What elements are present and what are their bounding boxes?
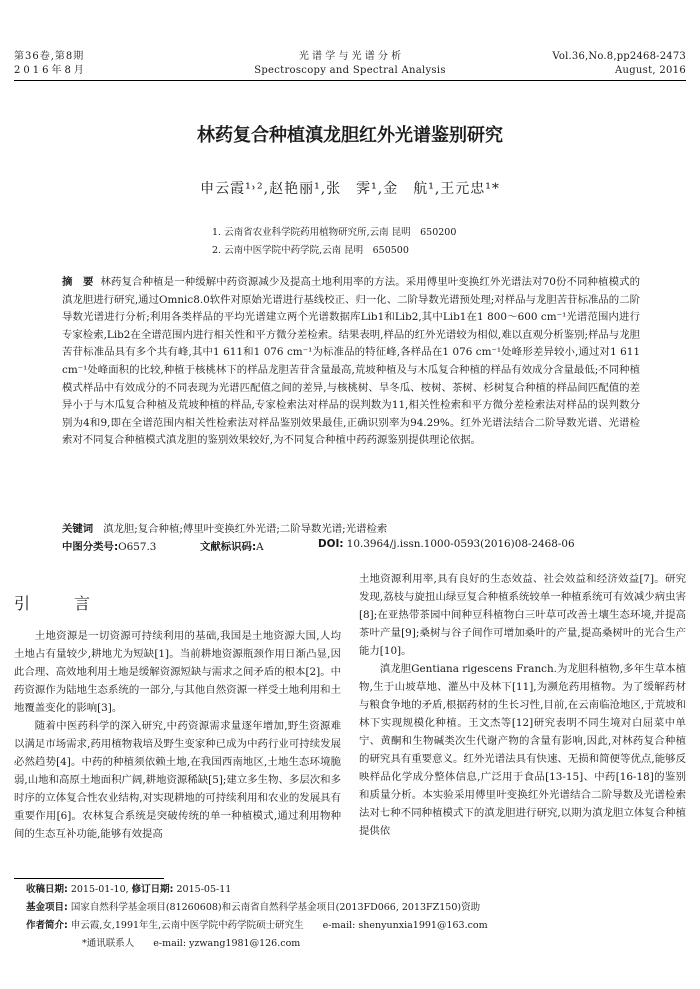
journal-name-en: Spectroscopy and Spectral Analysis xyxy=(254,65,446,76)
doc-code-line xyxy=(200,538,264,553)
article-title: 林药复合种植滇龙胆红外光谱鉴别研究 xyxy=(197,125,503,146)
author-bio-text: 申云霞,女,1991年生,云南中医学院中药学院硕士研究生 e-mail: shenyunxia1991@163.com xyxy=(70,920,488,931)
clc-value: O657.3 xyxy=(118,541,157,553)
corresponding-line: *通讯联系人 e-mail: yzwang1981@126.com xyxy=(82,938,301,949)
abstract-label: 摘 要 xyxy=(62,276,94,288)
volume-issue-cn: 第36卷,第8期 xyxy=(14,51,85,62)
doi-label: DOI: xyxy=(318,538,344,550)
paragraph: 土地资源是一切资源可持续利用的基础,我国是土地资源大国,人均土地占有量较少,耕地尤为短缺[1]。当前耕地资源瓶颈作用日渐凸显,因此合理、高效地利用土地是缓解资源短缺与需求之间矛盾的根本[2]。中药资源作为陆地生态系统的一部分,与其他自然资源一样受土地利用和土地覆盖变化的影响[3]。 xyxy=(14,630,341,714)
header-rule xyxy=(14,80,686,81)
section-heading-intro: 引 言 xyxy=(14,594,105,613)
date-cn: 2016年8月 xyxy=(14,65,87,76)
revised-date: 2015-05-11 xyxy=(176,884,232,895)
paragraph: 滇龙胆Gentiana rigescens Franch.为龙胆科植物,多年生草本植物,生于山坡草地、灌丛中及林下[11],为濒危药用植物。为了缓解药材与粮食争地的矛盾,根据药材的生长习性,目前,在云南临沧地区,于荒坡和林下实现规模化种植。王文杰等[12]研究表明不同生境对白屈菜中单宁、黄酮和生物碱类次生代谢产物的含量有影响,因此,对林药复合种植的研究具有重要意义。红外光谱法具有快速、无损和简便等优点,能够反映样品化学成分整体信息,广泛用于食品[13-15]、中药[16-18]的鉴别和质量分析。本实验采用傅里叶变换红外光谱结合二阶导数及光谱检索法对七种不同种植模式下的滇龙胆进行研究,以期为滇龙胆立体复合种植提供依 xyxy=(359,663,686,837)
fund-line xyxy=(26,900,480,916)
clc-label: 中图分类号: xyxy=(62,541,119,553)
keywords-label: 关键词 xyxy=(62,523,94,535)
paragraph: 土地资源利用率,具有良好的生态效益、社会效益和经济效益[7]。研究发现,荔枝与旋扭山绿豆复合种植系统较单一种植系统可有效减少病虫害[8];在亚热带茶园中间种豆科植物白三叶草可改善土壤生态环境,并提高茶叶产量[9];桑树与谷子间作可增加桑叶的产量,提高桑树叶的光合生产能力[10]。 xyxy=(359,573,686,657)
author-bio-line xyxy=(26,918,488,934)
fund-label: 基金项目: xyxy=(26,902,68,913)
date-en: August, 2016 xyxy=(614,65,686,76)
affiliation-2: 2. 云南中医学院中药学院,云南 昆明 650500 xyxy=(212,245,409,256)
abstract-text: 林药复合种植是一种缓解中药资源减少及提高土地利用率的方法。采用傅里叶变换红外光谱法对70份不同种植模式的滇龙胆进行研究,通过Omnic8.0软件对原始光谱进行基线校正、归一化、二阶导数光谱预处理;对样品与龙胆苦苷标准品的二阶导数光谱进行分析;利用各类样品的平均光谱建立两个光谱数据库Lib1和Lib2,其中Lib1在1 800～600 cm⁻¹光谱范围内进行专家检索,Lib2在全谱范围内进行相关性和平方微分差检索。结果表明,样品的红外光谱较为相似,难以直观分析鉴别;样品与龙胆苦苷标准品具有多个共有峰,其中1 611和1 076 cm⁻¹为标准品的特征峰,各样品在1 076 cm⁻¹处峰形差异较小,通过对1 611 cm⁻¹处峰面积的比较,种植于核桃林下的样品龙胆苦苷含量最高,荒坡种植及与木瓜复合种植的样品有效成分含量最低;不同种植模式样品中有效成分的不同表现为光谱匹配值之间的差异,与核桃树、旱冬瓜、桉树、茶树、杉树复合种植的样品间匹配值的差异小于与木瓜复合种植及荒坡种植的样品,专家检索法对样品的误判数为11,相关性检索和平方微分差检索法对样品的误判数分别为4和9,即在全谱范围内相关性检索法对样品鉴别效果最佳,正确识别率为94.29%。红外光谱法结合二阶导数光谱、光谱检索对不同复合种植模式滇龙胆的鉴别效果较好,为不同复合种植中药药源鉴别提供理论依据。 xyxy=(62,276,641,447)
footnote-rule xyxy=(14,878,164,879)
intro-right-column xyxy=(359,570,686,840)
keywords-text: 滇龙胆;复合种植;傅里叶变换红外光谱;二阶导数光谱;光谱检索 xyxy=(103,523,388,535)
clc-line xyxy=(62,538,156,553)
author-list: 申云霞¹˒²,赵艳丽¹,张 霁¹,金 航¹,王元忠¹* xyxy=(200,181,500,197)
doi-value: 10.3964/j.issn.1000-0593(2016)08-2468-06 xyxy=(346,538,575,550)
author-bio-label: 作者简介: xyxy=(26,920,68,931)
volume-issue-en: Vol.36,No.8,pp2468-2473 xyxy=(552,51,686,62)
received-line xyxy=(26,882,231,898)
fund-text: 国家自然科学基金项目(81260608)和云南省自然科学基金项目(2013FD066, 2013FZ150)资助 xyxy=(70,902,481,913)
doi-line xyxy=(318,538,575,550)
doc-code-label: 文献标识码: xyxy=(200,541,257,553)
received-label: 收稿日期: xyxy=(26,884,68,895)
abstract xyxy=(62,274,640,450)
affiliation-1: 1. 云南省农业科学院药用植物研究所,云南 昆明 650200 xyxy=(212,227,457,238)
revised-label: 修订日期: xyxy=(131,884,174,895)
paragraph: 随着中医药科学的深入研究,中药资源需求量逐年增加,野生资源难以满足市场需求,药用植物栽培及野生变家种已成为中药行业可持续发展必然趋势[4]。中药的种植须依赖土地,在我国西南地区,土地生态环境脆弱,山地和高原土地面积广阔,耕地资源稀缺[5];建立多生物、多层次和多时序的立体复合性农业结构,对实现耕地的可持续利用和农业的发展具有重要作用[6]。农林复合系统是突破传统的单一种植模式,通过利用物种间的生态互补功能,能够有效提高 xyxy=(14,720,341,840)
doc-code-value: A xyxy=(256,541,264,553)
keywords-line xyxy=(62,520,387,535)
received-date: 2015-01-10, xyxy=(70,884,129,895)
intro-left-column xyxy=(14,627,341,843)
journal-name-cn: 光 谱 学 与 光 谱 分 析 xyxy=(298,51,402,62)
